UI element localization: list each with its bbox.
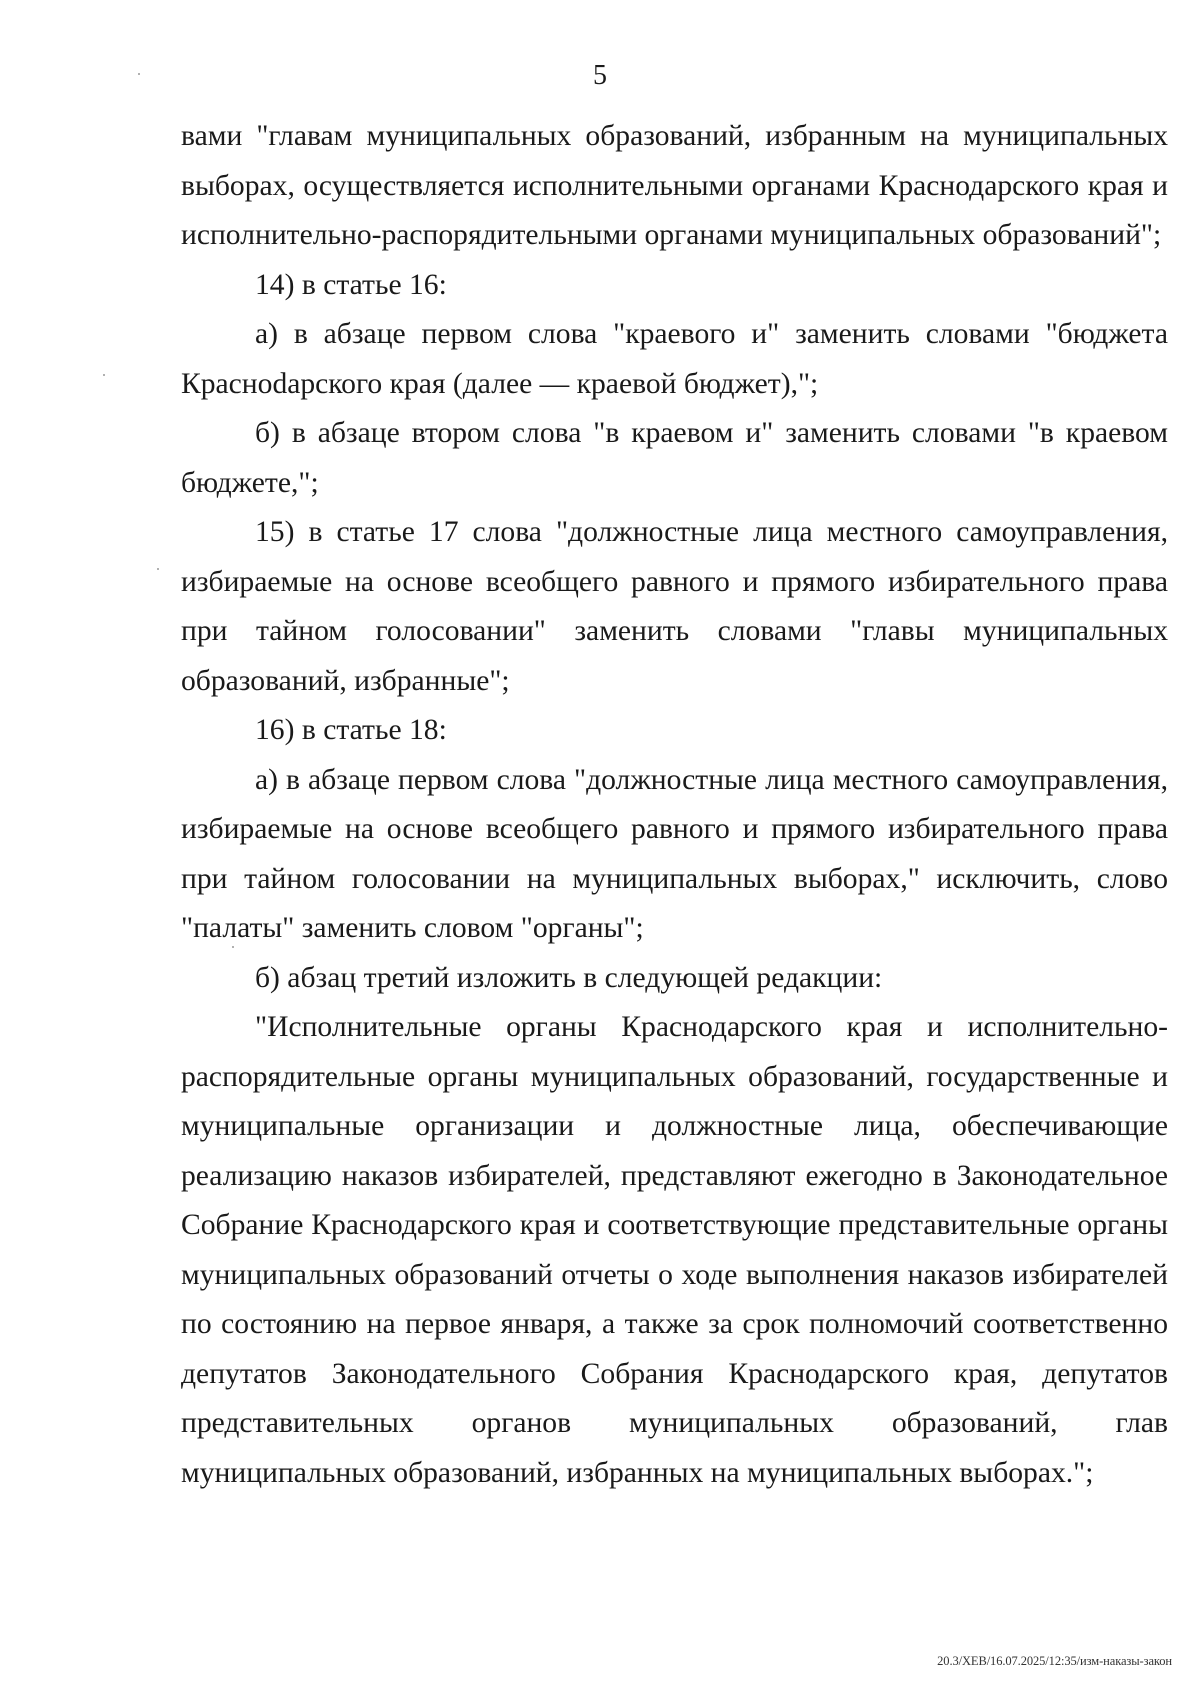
document-body bbox=[181, 112, 1168, 1498]
paragraph-item-15: 15) в статье 17 слова "должностные лица местного самоуправления, избираемые на основе всеобщего равного и прямого избирательного права при тайном голосовании" заменить словами "главы муниципальных образований, избранные"; bbox=[181, 516, 1168, 697]
scan-speck bbox=[138, 73, 140, 75]
document-footer-code: 20.3/ХЕВ/16.07.2025/12:35/изм-наказы-закон bbox=[937, 1654, 1172, 1668]
paragraph-item-14: 14) в статье 16: bbox=[255, 268, 447, 301]
scan-speck bbox=[103, 374, 105, 376]
page-number: 5 bbox=[593, 60, 607, 91]
paragraph-item-14a: а) в абзаце первом слова "краевого и" заменить словами "бюджета Красноdарского края (далее — краевой бюджет),"; bbox=[181, 318, 1168, 400]
paragraph-continuation: вами "главам муниципальных образований, избранным на муниципальных выборах, осуществляется исполнительными органами Краснодарского края и исполнительно-распорядительными органами муниципальных образований"; bbox=[181, 120, 1168, 251]
paragraph-item-16b: б) абзац третий изложить в следующей редакции: bbox=[255, 961, 883, 994]
paragraph-item-16a: а) в абзаце первом слова "должностные лица местного самоуправления, избираемые на основе всеобщего равного и прямого избирательного права при тайном голосовании на муниципальных выборах," исключить, слово "палаты" заменить словом "органы"; bbox=[181, 763, 1168, 944]
scan-speck bbox=[157, 568, 159, 570]
paragraph-item-16: 16) в статье 18: bbox=[255, 714, 447, 746]
paragraph-item-14b: б) в абзаце втором слова "в краевом и" заменить словами "в краевом бюджете,"; bbox=[181, 417, 1168, 499]
scan-speck bbox=[232, 946, 234, 948]
paragraph-quoted-text: "Исполнительные органы Краснодарского края и исполнительно-распорядительные органы муниципальных образований, государственные и муниципальные организации и должностные лица, обеспечивающие реализацию наказов избирателей, представляют ежегодно в Законодательное Собрание Краснодарского края и соответствующие представительные органы муниципальных образований отчеты о ходе выполнения наказов избирателей по состоянию на первое января, а также за срок полномочий соответственно депутатов Законодательного Собрания Краснодарского края, депутатов представительных органов муниципальных образований, глав муниципальных образований, избранных на муниципальных выборах."; bbox=[181, 1011, 1168, 1489]
